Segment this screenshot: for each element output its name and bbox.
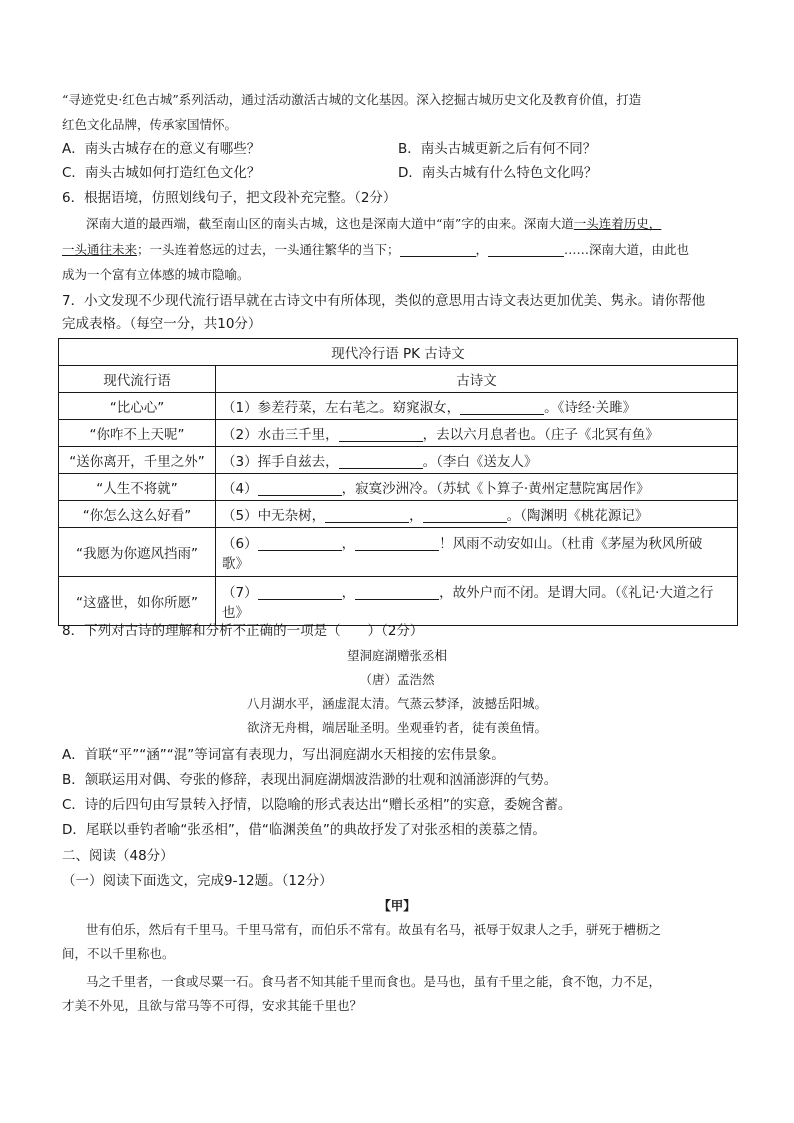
ancient-text: （7） bbox=[222, 585, 258, 601]
table-title: 现代冷行语 PK 古诗文 bbox=[59, 339, 738, 366]
ancient-text: （3）挥手自兹去， bbox=[222, 454, 339, 470]
fill-blank[interactable] bbox=[355, 536, 439, 551]
table-row bbox=[59, 501, 738, 528]
q7-stem-1: 7．小文发现不少现代流行语早就在古诗文中有所体现，类似的意思用古诗文表达更加优美、隽永。请你帮他 bbox=[62, 293, 706, 309]
column-header-ancient: 古诗文 bbox=[216, 366, 738, 393]
fill-blank[interactable] bbox=[423, 508, 507, 523]
modern-phrase: “人生不将就” bbox=[59, 474, 216, 501]
ancient-text: 也》 bbox=[222, 605, 249, 621]
ancient-text: 。（陶渊明《桃花源记》 bbox=[506, 508, 649, 524]
fill-blank[interactable] bbox=[258, 481, 342, 496]
column-header-modern: 现代流行语 bbox=[59, 366, 216, 393]
fill-blank[interactable] bbox=[355, 585, 439, 600]
ancient-cell bbox=[216, 528, 738, 577]
ancient-cell bbox=[216, 420, 738, 447]
poem-author: （唐）孟浩然 bbox=[359, 672, 435, 687]
ancient-text: （2）水击三千里， bbox=[222, 427, 339, 443]
q6-paragraph-line-2 bbox=[62, 240, 689, 260]
table-row bbox=[59, 447, 738, 474]
modern-phrase: “比心心” bbox=[59, 393, 216, 420]
q6-p2-comma: ， bbox=[475, 242, 489, 257]
table-row bbox=[59, 577, 738, 626]
fill-blank[interactable] bbox=[460, 400, 544, 415]
passage-p1-line-2: 间，不以千里称也。 bbox=[62, 946, 175, 961]
poem-title: 望洞庭湖赠张丞相 bbox=[346, 648, 447, 663]
subsection-heading: （一）阅读下面选文，完成9-12题。（12分） bbox=[62, 873, 333, 889]
fill-blank[interactable] bbox=[325, 508, 409, 523]
q6-p2-end: ……深南大道，由此也 bbox=[564, 242, 690, 257]
q6-underlined-1: 一头连着历史， bbox=[573, 216, 662, 231]
q8-option-d[interactable]: D．尾联以垂钓者喻“张丞相”，借“临渊羡鱼”的典故抒发了对张丞相的羡慕之情。 bbox=[62, 822, 546, 838]
q8-stem: 8．下列对古诗的理解和分析不正确的一项是（ ）（2分） bbox=[62, 623, 424, 639]
passage-p2-line-1: 马之千里者，一食或尽粟一石。食马者不知其能千里而食也。是马也，虽有千里之能，食不饱，力不足， bbox=[86, 974, 662, 989]
q5-option-d[interactable]: D．南头古城有什么特色文化吗？ bbox=[398, 165, 598, 181]
q6-paragraph-line-1 bbox=[86, 214, 661, 234]
q6-blank-1[interactable] bbox=[400, 242, 476, 257]
passage-p2-line-2: 才美不外见，且欲与常马等不可得，安求其能千里也？ bbox=[62, 998, 363, 1013]
q7-stem-2: 完成表格。（每空一分，共10分） bbox=[62, 316, 262, 332]
q7-table bbox=[58, 338, 738, 626]
ancient-cell bbox=[216, 393, 738, 420]
table-row bbox=[59, 528, 738, 577]
q5-option-b[interactable]: B．南头古城更新之后有何不同？ bbox=[398, 141, 597, 157]
fill-blank[interactable] bbox=[258, 585, 342, 600]
modern-phrase: “你怎么这么好看” bbox=[59, 501, 216, 528]
ancient-cell bbox=[216, 474, 738, 501]
ancient-text: （5）中无杂树， bbox=[222, 508, 326, 524]
ancient-text: （1）参差荇菜，左右芼之。窈窕淑女， bbox=[222, 400, 461, 416]
poem-line-2: 欲济无舟楫，端居耻圣明。坐观垂钓者，徒有羡鱼情。 bbox=[246, 720, 547, 735]
q8-option-c[interactable]: C．诗的后四句由写景转入抒情，以隐喻的形式表达出“赠长丞相”的实意，委婉含蓄。 bbox=[62, 797, 572, 813]
ancient-text: （4） bbox=[222, 481, 258, 497]
ancient-text: ， bbox=[341, 536, 356, 552]
q6-paragraph-line-3: 成为一个富有立体感的城市隐喻。 bbox=[62, 267, 250, 282]
q5-option-a[interactable]: A．南头古城存在的意义有哪些？ bbox=[62, 141, 261, 157]
ancient-text: ， bbox=[341, 585, 356, 601]
intro-line-1: “寻迹党史·红色古城”系列活动，通过活动激活古城的文化基因。深入挖掘古城历史文化及教育价值，打造 bbox=[62, 92, 642, 107]
q6-underlined-2: 一头通往未来 bbox=[62, 242, 138, 257]
q6-p1-start: 深南大道的最西端，截至南山区的南头古城，这也是深南大道中“南”字的由来。深南大道 bbox=[86, 216, 574, 231]
ancient-text: ，去以六月息者也。（庄子《北冥有鱼》 bbox=[422, 427, 659, 443]
ancient-text: 。《诗经·关雎》 bbox=[544, 400, 637, 416]
q5-option-c[interactable]: C．南头古城如何打造红色文化？ bbox=[62, 165, 261, 181]
ancient-text: 歌》 bbox=[222, 556, 249, 572]
q6-p2-mid: ；一头连着悠远的过去，一头通往繁华的当下； bbox=[137, 242, 400, 257]
ancient-text: （6） bbox=[222, 536, 258, 552]
q8-option-a[interactable]: A．首联“平”“涵”“混”等词富有表现力，写出洞庭湖水天相接的宏伟景象。 bbox=[62, 747, 505, 763]
intro-line-2: 红色文化品牌，传承家国情怀。 bbox=[62, 117, 238, 132]
fill-blank[interactable] bbox=[339, 454, 423, 469]
ancient-cell bbox=[216, 577, 738, 626]
fill-blank[interactable] bbox=[339, 427, 423, 442]
ancient-cell bbox=[216, 501, 738, 528]
ancient-text: ！风雨不动安如山。（杜甫《茅屋为秋风所破 bbox=[439, 536, 703, 552]
modern-phrase: “我愿为你遮风挡雨” bbox=[59, 528, 216, 577]
passage-p1-line-1: 世有伯乐，然后有千里马。千里马常有，而伯乐不常有。故虽有名马，祇辱于奴隶人之手，骈死于槽枥之 bbox=[86, 922, 662, 937]
q6-stem: 6．根据语境，仿照划线句子，把文段补充完整。（2分） bbox=[62, 190, 397, 206]
ancient-text: ， bbox=[409, 508, 423, 524]
passage-label-jia: 【甲】 bbox=[378, 898, 416, 913]
poem-line-1: 八月湖水平，涵虚混太清。气蒸云梦泽，波撼岳阳城。 bbox=[246, 696, 547, 711]
fill-blank[interactable] bbox=[258, 536, 342, 551]
table-row bbox=[59, 474, 738, 501]
ancient-text: ，寂寞沙洲冷。（苏轼《卜算子·黄州定慧院寓居作》 bbox=[341, 481, 650, 497]
table-row bbox=[59, 393, 738, 420]
table-row bbox=[59, 420, 738, 447]
q8-option-b[interactable]: B．颔联运用对偶、夸张的修辞，表现出洞庭湖烟波浩渺的壮观和汹涌澎湃的气势。 bbox=[62, 772, 558, 788]
ancient-text: 。（李白《送友人》 bbox=[422, 454, 538, 470]
modern-phrase: “这盛世，如你所愿” bbox=[59, 577, 216, 626]
modern-phrase: “送你离开，千里之外” bbox=[59, 447, 216, 474]
modern-phrase: “你咋不上天呢” bbox=[59, 420, 216, 447]
q6-blank-2[interactable] bbox=[488, 242, 564, 257]
ancient-text: ，故外户而不闭。是谓大同。（《礼记·大道之行 bbox=[439, 585, 714, 601]
section-heading-reading: 二、阅读（48分） bbox=[62, 848, 174, 864]
ancient-cell bbox=[216, 447, 738, 474]
